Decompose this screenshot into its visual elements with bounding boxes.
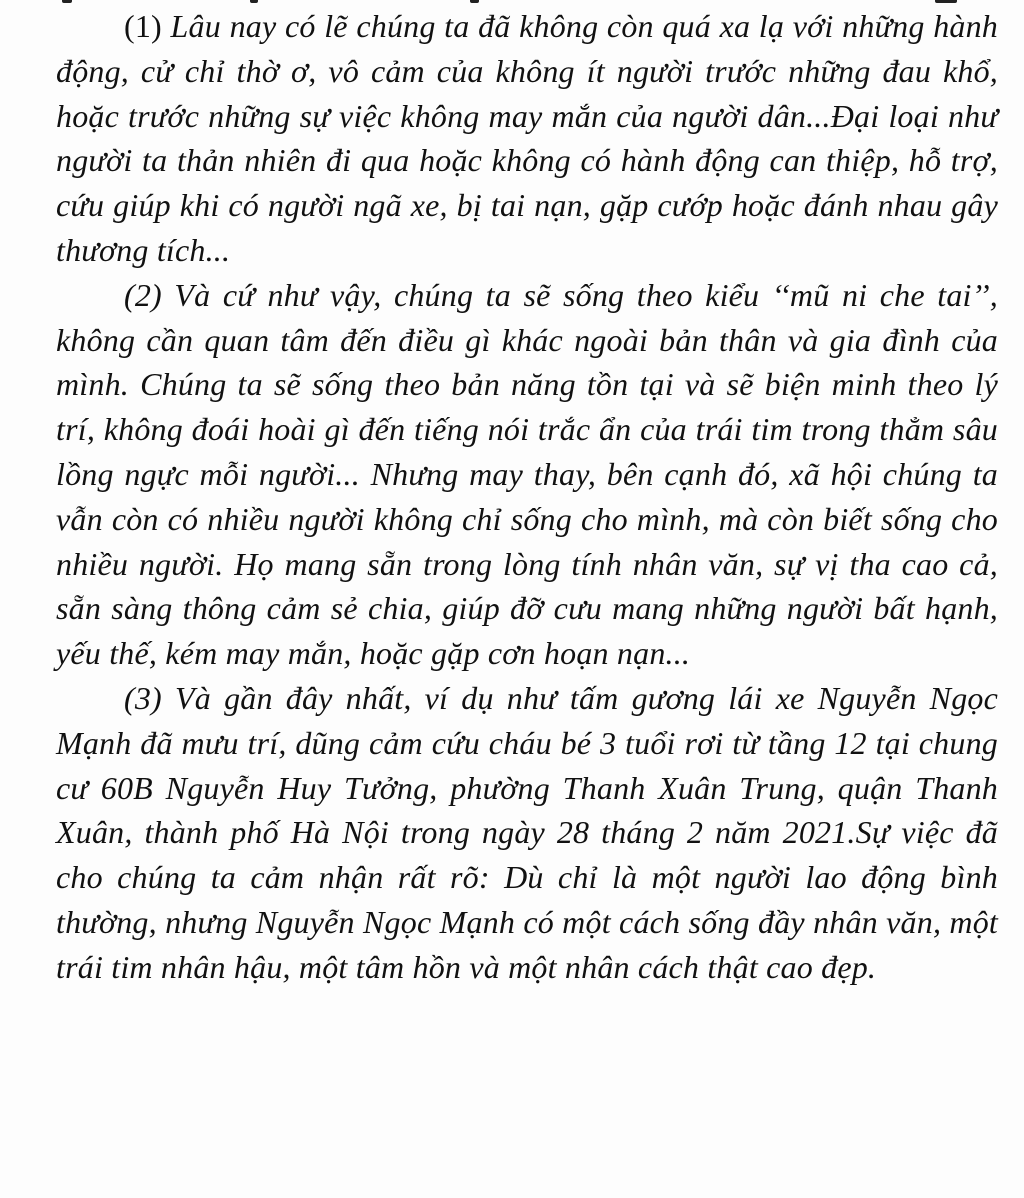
- paragraph-2-text: Và cứ như vậy, chúng ta sẽ sống theo kiểu ‘‘mũ ni che tai’’, không cần quan tâm đến điều gì khác ngoài bản thân và gia đình của mình. Chúng ta sẽ sống theo bản năng tồn tại và sẽ biện minh theo lý trí, không đoái hoài gì đến tiếng nói trắc ẩn của trái tim trong thẳm sâu lồng ngực mỗi người... Nhưng may thay, bên cạnh đó, xã hội chúng ta vẫn còn có nhiều người không chỉ sống cho mình, mà còn biết sống cho nhiều người. Họ mang sẵn trong lòng tính nhân văn, sự vị tha cao cả, sẵn sàng thông cảm sẻ chia, giúp đỡ cưu mang những người bất hạnh, yếu thế, kém may mắn, hoặc gặp cơn hoạn nạn...: [56, 276, 998, 672]
- paragraph-3-number: (3): [124, 679, 162, 716]
- document-body: [56, 4, 998, 990]
- paragraph-1: [56, 4, 998, 273]
- paragraph-1-number: (1): [124, 8, 162, 44]
- paragraph-1-text: Lâu nay có lẽ chúng ta đã không còn quá xa lạ với những hành động, cử chỉ thờ ơ, vô cảm của không ít người trước những đau khổ, hoặc trước những sự việc không may mắn của người dân...Đại loại như người ta thản nhiên đi qua hoặc không có hành động can thiệp, hỗ trợ, cứu giúp khi có người ngã xe, bị tai nạn, gặp cướp hoặc đánh nhau gây thương tích...: [56, 8, 998, 268]
- paragraph-2-number: (2): [124, 276, 162, 313]
- paragraph-3: [56, 676, 998, 990]
- paragraph-3-text: Và gần đây nhất, ví dụ như tấm gương lái xe Nguyễn Ngọc Mạnh đã mưu trí, dũng cảm cứu cháu bé 3 tuổi rơi từ tầng 12 tại chung cư 60B Nguyễn Huy Tưởng, phường Thanh Xuân Trung, quận Thanh Xuân, thành phố Hà Nội trong ngày 28 tháng 2 năm 2021.Sự việc đã cho chúng ta cảm nhận rất rõ: Dù chỉ là một người lao động bình thường, nhưng Nguyễn Ngọc Mạnh có một cách sống đầy nhân văn, một trái tim nhân hậu, một tâm hồn và một nhân cách thật cao đẹp.: [56, 679, 998, 985]
- paragraph-2: [56, 273, 998, 676]
